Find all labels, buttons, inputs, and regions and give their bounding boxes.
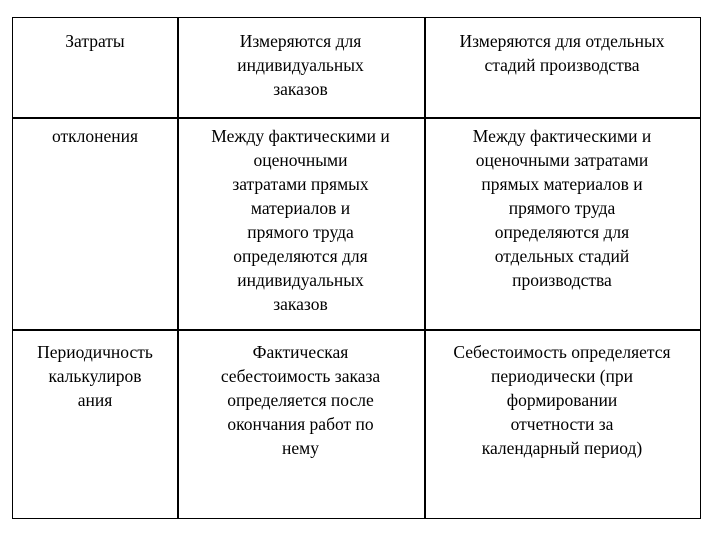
row-deviations-stages: Между фактическими и оценочными затратами прямых материалов и прямого труда определяются для отдельных стадий производства	[472, 126, 652, 290]
row-periodicity-individual: Фактическая себестоимость заказа определяется после окончания работ по нему	[220, 342, 381, 458]
row-periodicity-stages: Себестоимость определяется периодически (при формировании отчетности за календарный период)	[453, 342, 671, 458]
header-individual-orders: Измеряются для индивидуальных заказов	[237, 31, 364, 99]
header-production-stages: Измеряются для отдельных стадий производства	[459, 31, 665, 75]
row-divider-1	[13, 117, 700, 119]
row-divider-2	[13, 329, 700, 331]
row-deviations-label: отклонения	[51, 126, 139, 146]
header-costs: Затраты	[65, 31, 125, 51]
comparison-table	[12, 17, 701, 519]
row-deviations-individual: Между фактическими и оценочными затратами прямых материалов и прямого труда определяются для индивидуальных заказов	[211, 126, 390, 314]
row-periodicity-label: Периодичность калькулиров ания	[37, 342, 153, 410]
